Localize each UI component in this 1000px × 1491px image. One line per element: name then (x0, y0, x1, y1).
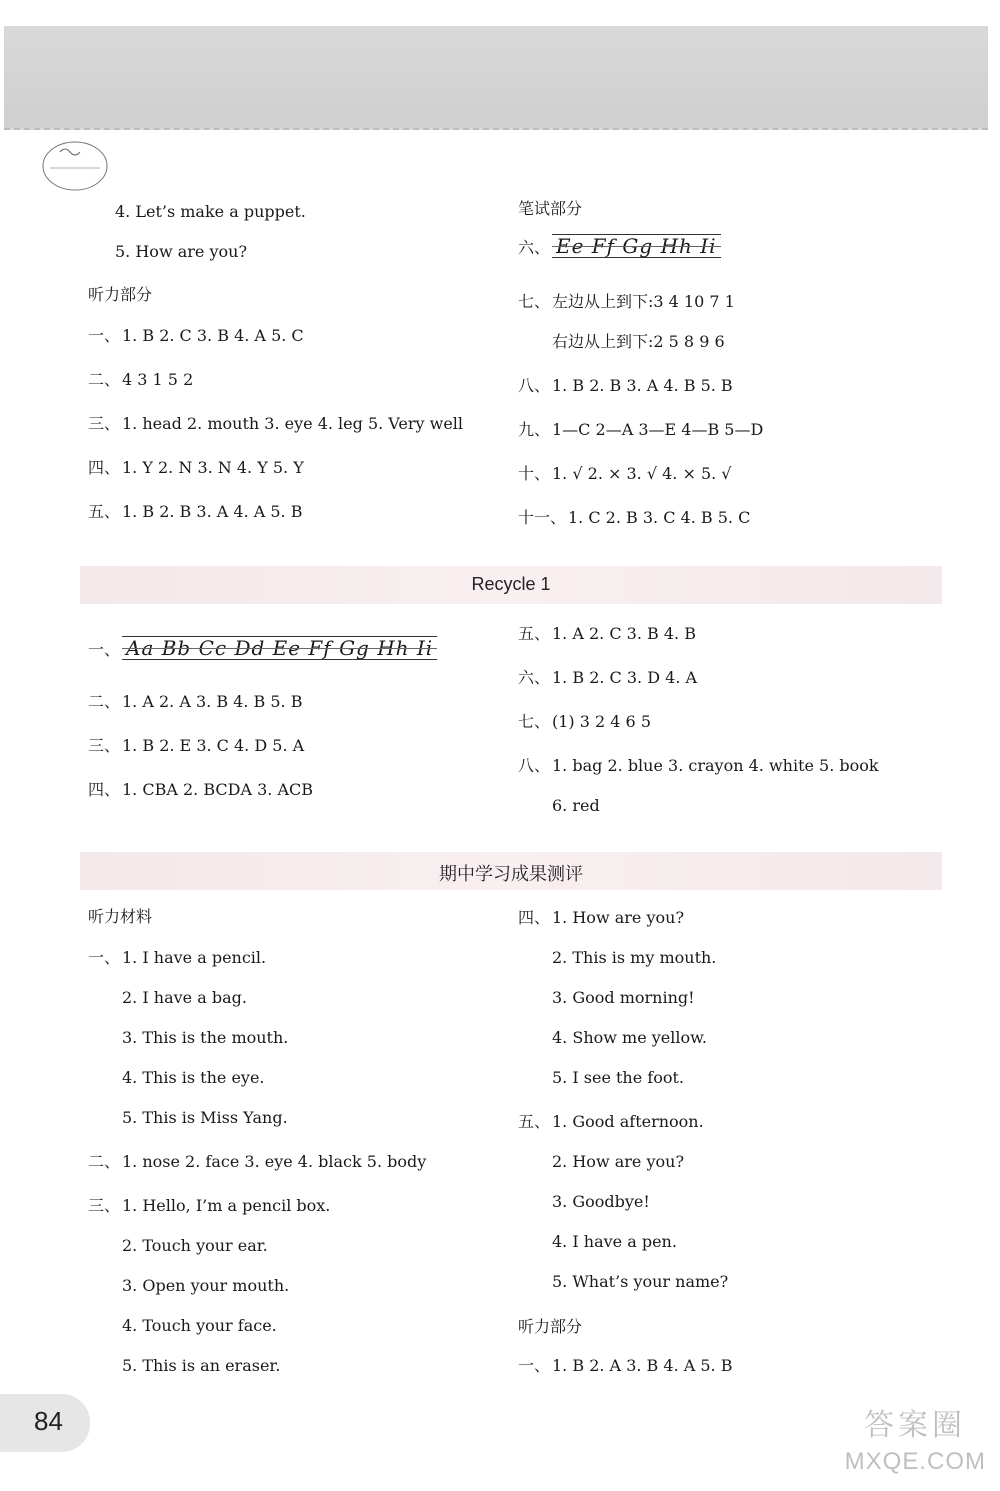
answer-line (88, 692, 302, 712)
item-number: 十一、 (518, 508, 567, 527)
item-number: 七、 (518, 712, 551, 731)
answer-text: 1. Y 2. N 3. N 4. Y 5. Y (122, 458, 304, 477)
answer-line (518, 988, 695, 1008)
section-title: 期中学习成果测评 (439, 864, 583, 885)
answer-text: 右边从上到下:2 5 8 9 6 (552, 332, 725, 351)
written-label: 笔试部分 (518, 199, 583, 218)
item-number: 二、 (88, 692, 121, 711)
item-number: 三、 (88, 414, 121, 433)
watermark (786, 1400, 986, 1486)
answer-line (518, 508, 750, 528)
answer-line (88, 1236, 268, 1256)
item-number: 十、 (518, 464, 551, 483)
answer-line (518, 668, 697, 688)
handwriting-letters: Ee Ff Gg Hh Ii (552, 234, 721, 258)
answer-line (518, 796, 600, 816)
answer-line (518, 1112, 704, 1132)
answer-text: 1. B 2. C 3. B 4. A 5. C (122, 326, 304, 345)
answer-line (518, 1028, 707, 1048)
answer-text: (1) 3 2 4 6 5 (552, 712, 651, 731)
answer-line (88, 1108, 288, 1128)
listen-label: 听力部分 (518, 1317, 583, 1336)
item-number: 四、 (88, 458, 121, 477)
answer-line (88, 502, 302, 522)
section-band-recycle (80, 566, 942, 604)
answer-line (518, 1152, 684, 1172)
answer-text: 4. Show me yellow. (552, 1028, 708, 1047)
item-number: 二、 (88, 1152, 121, 1171)
answer-text: 1. B 2. A 3. B 4. A 5. B (552, 1356, 733, 1375)
answer-line (518, 1232, 677, 1252)
answer-line (518, 1068, 684, 1088)
answer-line (518, 420, 763, 440)
answer-line (88, 1276, 289, 1296)
answer-line (88, 414, 463, 434)
item-number: 八、 (518, 376, 551, 395)
item-number: 三、 (88, 736, 121, 755)
answer-line (88, 1316, 277, 1336)
answer-text: 2. Touch your ear. (122, 1236, 268, 1255)
item-number: 六、 (518, 668, 551, 687)
item-number: 一、 (88, 326, 121, 345)
text-line: 5. How are you? (115, 242, 248, 261)
answer-text: 1. Hello, I’m a pencil box. (122, 1196, 331, 1215)
answer-line (518, 1272, 728, 1292)
answer-text: 1. Good afternoon. (552, 1112, 704, 1131)
answer-line (518, 376, 733, 396)
answer-line (518, 332, 725, 352)
answer-text: 3. Good morning! (552, 988, 695, 1007)
answer-text: 2. How are you? (552, 1152, 685, 1171)
text-line: 4. Let’s make a puppet. (115, 202, 306, 221)
answer-text: 3. Open your mouth. (122, 1276, 290, 1295)
answer-line (88, 458, 304, 478)
answer-line (88, 1152, 426, 1172)
handwriting-letters: Aa Bb Cc Dd Ee Ff Gg Hh Ii (122, 636, 437, 660)
material-label: 听力材料 (88, 907, 153, 926)
answer-line (88, 948, 266, 968)
header-band (4, 26, 988, 130)
item-number: 二、 (88, 370, 121, 389)
answer-text: 1. B 2. B 3. A 4. A 5. B (122, 502, 303, 521)
answer-line (88, 640, 122, 660)
answer-line (518, 756, 879, 776)
answer-line (88, 988, 247, 1008)
answer-line (518, 238, 552, 258)
answer-text: 2. I have a bag. (122, 988, 247, 1007)
answer-text: 5. This is an eraser. (122, 1356, 281, 1375)
section-band-midterm (80, 852, 942, 890)
item-number: 三、 (88, 1196, 121, 1215)
answer-text: 4. This is the eye. (122, 1068, 265, 1087)
answer-text: 1. CBA 2. BCDA 3. ACB (122, 780, 314, 799)
answer-text: 1. bag 2. blue 3. crayon 4. white 5. book (552, 756, 879, 775)
answer-text: 3. This is the mouth. (122, 1028, 289, 1047)
answer-line (518, 1192, 650, 1212)
answer-text: 1. C 2. B 3. C 4. B 5. C (568, 508, 751, 527)
answer-text: 5. What’s your name? (552, 1272, 729, 1291)
answer-text: 1. A 2. A 3. B 4. B 5. B (122, 692, 303, 711)
answer-text: 6. red (552, 796, 600, 815)
answer-text: 1. How are you? (552, 908, 685, 927)
answer-text: 1. B 2. B 3. A 4. B 5. B (552, 376, 733, 395)
answer-text: 1—C 2—A 3—E 4—B 5—D (552, 420, 764, 439)
item-number: 七、 (518, 292, 551, 311)
item-number: 五、 (88, 502, 121, 521)
answer-line (88, 780, 313, 800)
answer-line (88, 370, 193, 390)
homework-badge-icon (40, 138, 110, 194)
answer-text: 4. Touch your face. (122, 1316, 277, 1335)
answer-line (518, 712, 651, 732)
answer-text: 2. This is my mouth. (552, 948, 717, 967)
answer-text: 3. Goodbye! (552, 1192, 650, 1211)
answer-text: 1. B 2. E 3. C 4. D 5. A (122, 736, 305, 755)
answer-line (88, 1196, 330, 1216)
item-number: 四、 (518, 908, 551, 927)
answer-text: 4 3 1 5 2 (122, 370, 194, 389)
answer-line (88, 736, 304, 756)
answer-text: 1. nose 2. face 3. eye 4. black 5. body (122, 1152, 427, 1171)
answer-line (518, 908, 684, 928)
answer-line (518, 948, 716, 968)
listen-label: 听力部分 (88, 285, 153, 304)
item-number: 六、 (518, 238, 551, 257)
item-number: 八、 (518, 756, 551, 775)
answer-text: 1. √ 2. × 3. √ 4. × 5. √ (552, 464, 732, 483)
answer-line (518, 464, 732, 484)
answer-text: 1. head 2. mouth 3. eye 4. leg 5. Very well (122, 414, 464, 433)
answer-text: 1. I have a pencil. (122, 948, 267, 967)
watermark-logo: 答案圈 (864, 1409, 966, 1442)
section-title: Recycle 1 (471, 574, 551, 594)
answer-line (518, 292, 735, 312)
answer-text: 左边从上到下:3 4 10 7 1 (552, 292, 735, 311)
watermark-url: MXQE.COM (844, 1448, 986, 1475)
item-number: 四、 (88, 780, 121, 799)
answer-text: 1. B 2. C 3. D 4. A (552, 668, 698, 687)
answer-line (88, 1028, 288, 1048)
answer-line (88, 1356, 280, 1376)
item-number: 九、 (518, 420, 551, 439)
item-number: 一、 (518, 1356, 551, 1375)
answer-text: 5. I see the foot. (552, 1068, 684, 1087)
page-number: 84 (34, 1406, 63, 1436)
answer-line (518, 1356, 732, 1376)
item-number: 一、 (88, 948, 121, 967)
answer-line (88, 1068, 265, 1088)
answer-text: 5. This is Miss Yang. (122, 1108, 288, 1127)
item-number: 五、 (518, 624, 551, 643)
page-number-tab (0, 1394, 90, 1452)
answer-line (88, 326, 304, 346)
item-number: 五、 (518, 1112, 551, 1131)
answer-line (518, 624, 696, 644)
item-number: 一、 (88, 640, 121, 659)
answer-text: 1. A 2. C 3. B 4. B (552, 624, 696, 643)
answer-text: 4. I have a pen. (552, 1232, 677, 1251)
